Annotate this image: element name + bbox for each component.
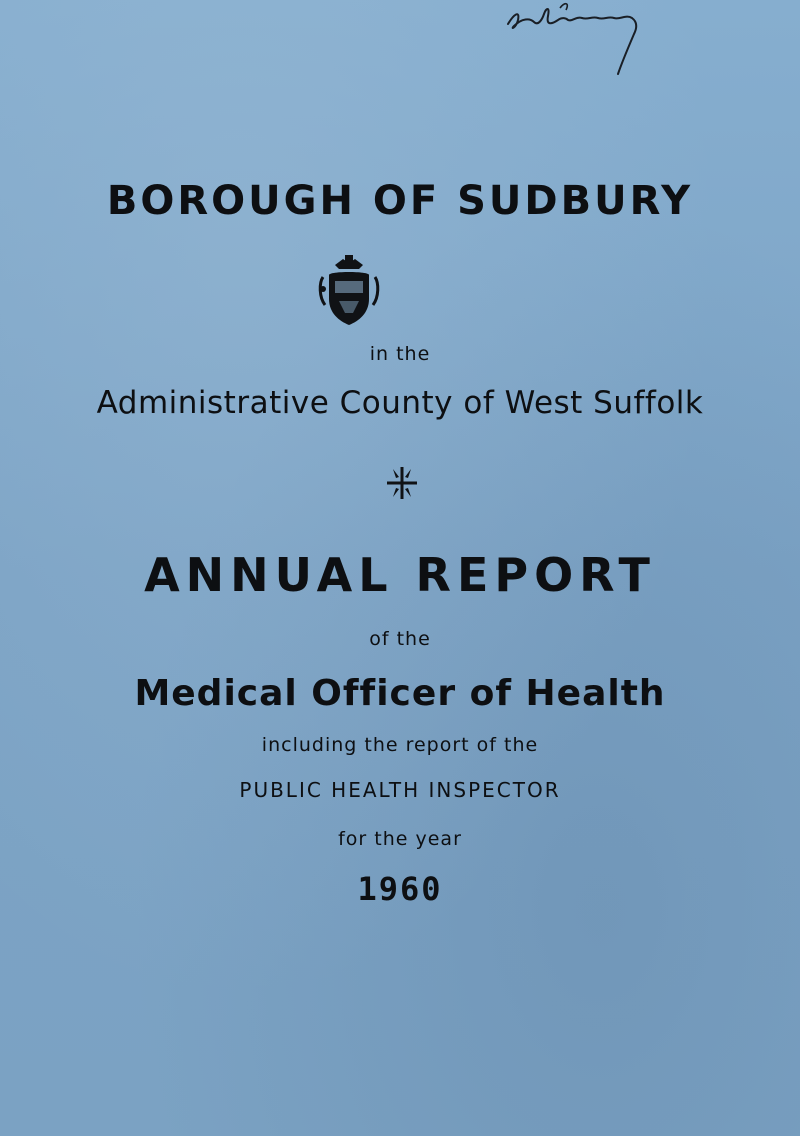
report-year: 1960 <box>357 870 443 908</box>
including-text: including the report of the <box>261 734 539 756</box>
in-the-text: in the <box>369 343 431 365</box>
county-name: Administrative County of West Suffolk <box>96 385 704 421</box>
handwritten-library-annotation <box>500 0 650 80</box>
borough-crest-icon <box>313 253 385 333</box>
borough-title: BOROUGH OF SUDBURY <box>106 178 694 224</box>
for-the-year-text: for the year <box>338 828 462 850</box>
inspector-title: PUBLIC HEALTH INSPECTOR <box>239 778 561 802</box>
fleuron-ornament-icon <box>385 465 419 501</box>
officer-title: Medical Officer of Health <box>134 673 666 714</box>
report-title: ANNUAL REPORT <box>144 548 656 602</box>
of-the-text: of the <box>369 628 431 650</box>
